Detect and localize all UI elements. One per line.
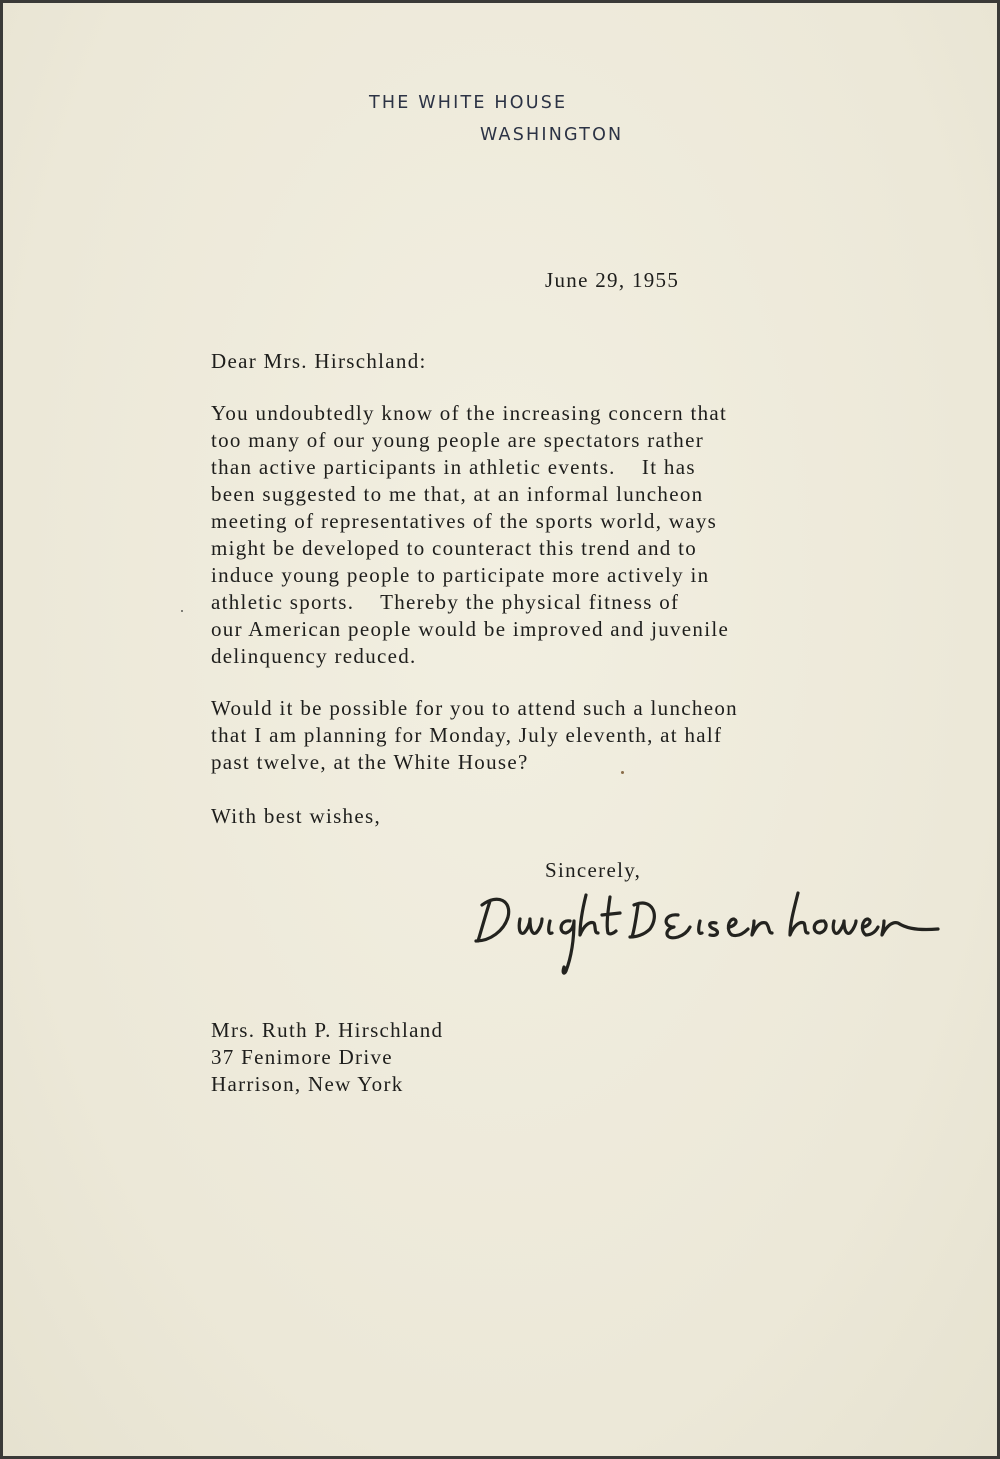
recipient-street: 37 Fenimore Drive — [211, 1045, 393, 1069]
paragraph-line: meeting of representatives of the sports world, ways — [211, 509, 718, 533]
paper-speck — [181, 610, 183, 612]
letter-date: June 29, 1955 — [545, 268, 680, 292]
closing-line: With best wishes, — [211, 804, 381, 828]
salutation: Dear Mrs. Hirschland: — [211, 349, 427, 373]
paragraph-line: You undoubtedly know of the increasing concern that — [211, 401, 728, 425]
paragraph-line: been suggested to me that, at an informal luncheon — [211, 482, 704, 506]
paragraph-line: Would it be possible for you to attend such a luncheon — [211, 696, 738, 720]
letterhead-location: WASHINGTON — [480, 125, 624, 145]
paragraph-line: athletic sports. Thereby the physical fitness of — [211, 590, 680, 614]
handwritten-signature — [468, 875, 948, 985]
letter-page — [3, 3, 997, 1456]
paragraph-line: than active participants in athletic events. It has — [211, 455, 696, 479]
paragraph-line: induce young people to participate more actively in — [211, 563, 710, 587]
paragraph-line: that I am planning for Monday, July eleventh, at half — [211, 723, 723, 747]
letterhead-title: THE WHITE HOUSE — [369, 93, 568, 113]
recipient-city: Harrison, New York — [211, 1072, 404, 1096]
paragraph-line: might be developed to counteract this trend and to — [211, 536, 698, 560]
paragraph-line: past twelve, at the White House? — [211, 750, 529, 774]
paragraph-line: our American people would be improved and juvenile — [211, 617, 730, 641]
signoff: Sincerely, — [545, 858, 642, 882]
paragraph-line: too many of our young people are spectators rather — [211, 428, 705, 452]
paper-speck — [621, 771, 624, 774]
paragraph-line: delinquency reduced. — [211, 644, 417, 668]
recipient-name: Mrs. Ruth P. Hirschland — [211, 1018, 444, 1042]
